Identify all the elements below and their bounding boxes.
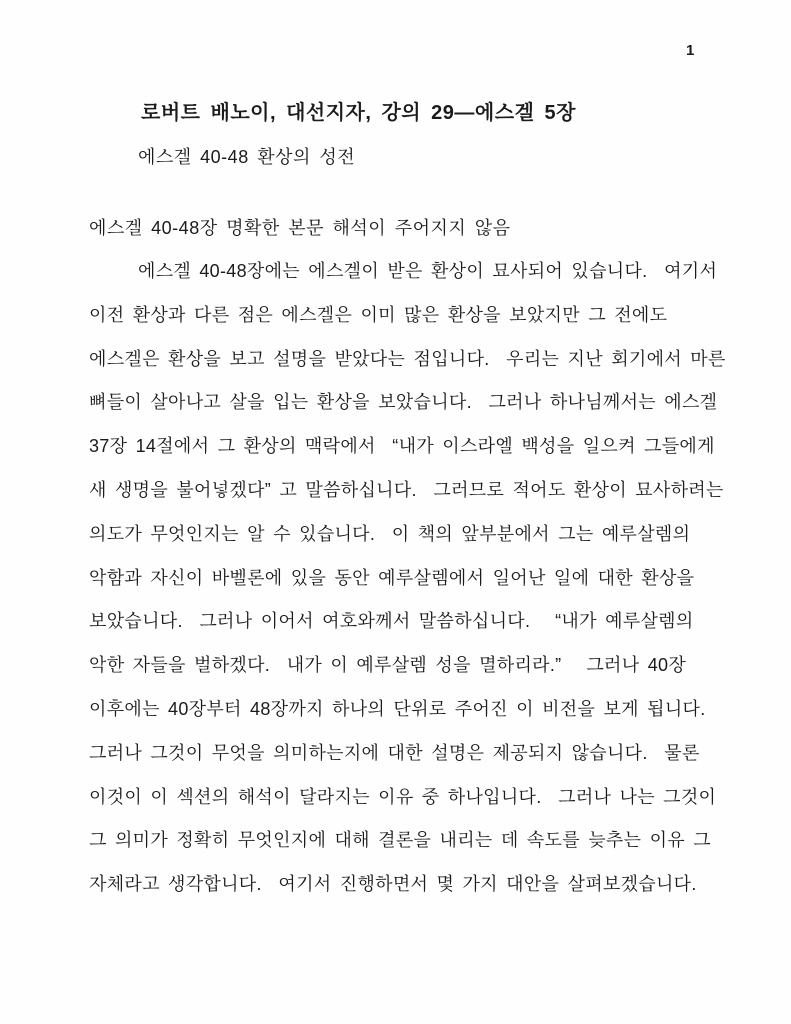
paragraph-line: 의도가 무엇인지는 알 수 있습니다. 이 책의 앞부분에서 그는 예루살렘의 [89, 523, 691, 544]
paragraph-line: 자체라고 생각합니다. 여기서 진행하면서 몇 가지 대안을 살펴보겠습니다. [89, 874, 697, 895]
paragraph-line: 그러나 그것이 무엇을 의미하는지에 대한 설명은 제공되지 않습니다. 물론 [89, 742, 700, 763]
paragraph-line: 악한 자들을 벌하겠다. 내가 이 예루살렘 성을 멸하리라.” 그러나 40장 [89, 655, 687, 676]
document-subtitle: 에스겔 40-48 환상의 성전 [138, 147, 356, 167]
document-title: 로버트 배노이, 대선지자, 강의 29—에스겔 5장 [141, 102, 576, 124]
paragraph-line: 뼈들이 살아나고 살을 입는 환상을 보았습니다. 그러나 하나님께서는 에스겔 [89, 392, 718, 413]
page-number: 1 [686, 42, 695, 59]
paragraph-line: 이전 환상과 다른 점은 에스겔은 이미 많은 환상을 보았지만 그 전에도 [89, 304, 668, 325]
section-heading: 에스겔 40-48장 명확한 본문 해석이 주어지지 않음 [89, 218, 511, 238]
paragraph-line: 악함과 자신이 바벨론에 있을 동안 예루살렘에서 일어난 일에 대한 환상을 [89, 567, 695, 588]
paragraph-line: 37장 14절에서 그 환상의 맥락에서 “내가 이스라엘 백성을 일으켜 그들에게 [89, 436, 715, 457]
paragraph-line: 이것이 이 섹션의 해석이 달라지는 이유 중 하나입니다. 그러나 나는 그것이 [89, 786, 717, 807]
paragraph-line: 그 의미가 정확히 무엇인지에 대해 결론을 내리는 데 속도를 늦추는 이유 그 [89, 830, 711, 851]
paragraph-line: 에스겔 40-48장에는 에스겔이 받은 환상이 묘사되어 있습니다. 여기서 [138, 261, 718, 281]
paragraph-line: 이후에는 40장부터 48장까지 하나의 단위로 주어진 이 비전을 보게 됩니다. [89, 698, 706, 719]
paragraph [89, 250, 739, 907]
paragraph-line: 보았습니다. 그러나 이어서 여호와께서 말씀하십니다. “내가 예루살렘의 [89, 611, 694, 632]
paragraph-line: 새 생명을 불어넣겠다” 고 말씀하십니다. 그러므로 적어도 환상이 묘사하려는 [89, 479, 724, 500]
paragraph-line: 에스겔은 환상을 보고 설명을 받았다는 점입니다. 우리는 지난 회기에서 마른 [89, 348, 726, 369]
